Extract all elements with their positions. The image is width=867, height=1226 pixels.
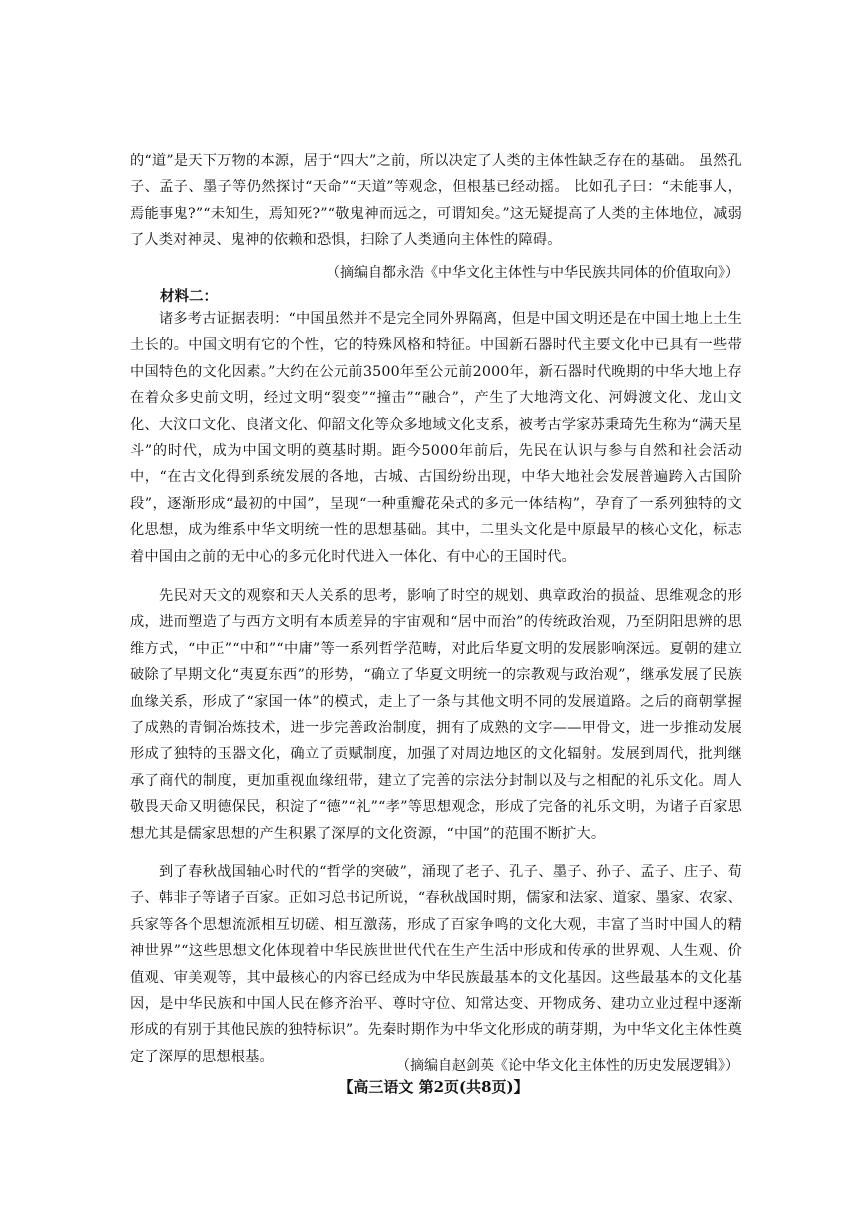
- material-2-heading: 材料二：: [160, 289, 218, 305]
- material-2-paragraph-1: 诸多考古证据表明：“中国虽然并不是完全同外界隔离，但是中国文明还是在中国土地上土生土长的。中国文明有它的个性，它的特殊风格和特征。中国新石器时代主要文化中已具有一些带中国特色的文化因素。”大约在公元前3500年至公元前2000年，新石器时代晚期的中华大地上存在着众多史前文明，经过文明“裂变”“撞击”“融合”，产生了大地湾文化、河姆渡文化、龙山文化、大汶口文化、良渚文化、仰韶文化等众多地域文化支系，被考古学家苏秉琦先生称为“满天星斗”的时代，成为中国文明的奠基时期。距今5000年前后，先民在认识与参与自然和社会活动中，“在古文化得到系统发展的各地，古城、古国纷纷出现，中华大地社会发展普遍跨入古国阶段”，逐渐形成“最初的中国”，呈现“一种重瓣花朵式的多元一体结构”，孕育了一系列独特的文化思想，成为维系中华文明统一性的思想基础。其中，二里头文化是中原最早的核心文化，标志着中国由之前的无中心的多元化时代进入一体化、有中心的王国时代。: [130, 311, 742, 565]
- material-2-paragraph-2: 先民对天文的观察和天人关系的思考，影响了时空的规划、典章政治的损益、思维观念的形成，进而塑造了与西方文明有本质差异的宇宙观和“居中而治”的传统政治观，乃至阴阳思辨的思维方式，“中正”“中和”“中庸”等一系列哲学范畴，对此后华夏文明的发展影响深远。夏朝的建立破除了早期文化“夷夏东西”的形势，“确立了华夏文明统一的宗教观与政治观”，继承发展了民族血缘关系，形成了“家国一体”的模式，走上了一条与其他文明不同的发展道路。之后的商朝掌握了成熟的青铜冶炼技术，进一步完善政治制度，拥有了成熟的文字——甲骨文，进一步推动发展形成了独特的玉器文化，确立了贡赋制度，加强了对周边地区的文化辐射。发展到周代，批判继承了商代的制度，更加重视血缘纽带，建立了完善的宗法分封制以及与之相配的礼乐文化。周人敬畏天命又明德保民，积淀了“德”“礼”“孝”等思想观念，形成了完备的礼乐文明，为诸子百家思想尤其是儒家思想的产生积累了深厚的文化资源，“中国”的范围不断扩大。: [130, 588, 742, 842]
- paragraph-continued: 的“道”是天下万物的本源，居于“四大”之前，所以决定了人类的主体性缺乏存在的基础。 虽然孔子、孟子、墨子等仍然探讨“天命”“天道”等观念，但根基已经动摇。 比如孔子曰：“未能事人，焉能事鬼?”“未知生，焉知死?”“敬鬼神而远之，可谓知矣。”这无疑提高了人类的主体地位，减弱了人类对神灵、鬼神的依赖和恐惧，扫除了人类通向主体性的障碍。: [130, 153, 742, 249]
- page-footer: 【高三语文 第2页(共8页)】: [338, 1078, 529, 1096]
- material-2-paragraph-3: 到了春秋战国轴心时代的“哲学的突破”，涌现了老子、孔子、墨子、孙子、孟子、庄子、荀子、韩非子等诸子百家。正如习总书记所说，“春秋战国时期，儒家和法家、道家、墨家、农家、兵家等各个思想流派相互切磋、相互激荡，形成了百家争鸣的文化大观，丰富了当时中国人的精神世界”“这些思想文化体现着中华民族世世代代在生产生活中形成和传承的世界观、人生观、价值观、审美观等，其中最核心的内容已经成为中华民族最基本的文化基因。这些最基本的文化基因，是中华民族和中国人民在修齐治平、尊时守位、知常达变、开物成务、建功立业过程中逐渐形成的有别于其他民族的独特标识”。先秦时期作为中华文化形成的萌芽期，为中华文化主体性奠定了深厚的思想根基。: [130, 864, 742, 1065]
- source-citation-1: （摘编自都永浩《中华文化主体性与中华民族共同体的价值取向》）: [326, 265, 739, 281]
- source-citation-2: （摘编自赵剑英《论中华文化主体性的历史发展逻辑》）: [396, 1058, 739, 1074]
